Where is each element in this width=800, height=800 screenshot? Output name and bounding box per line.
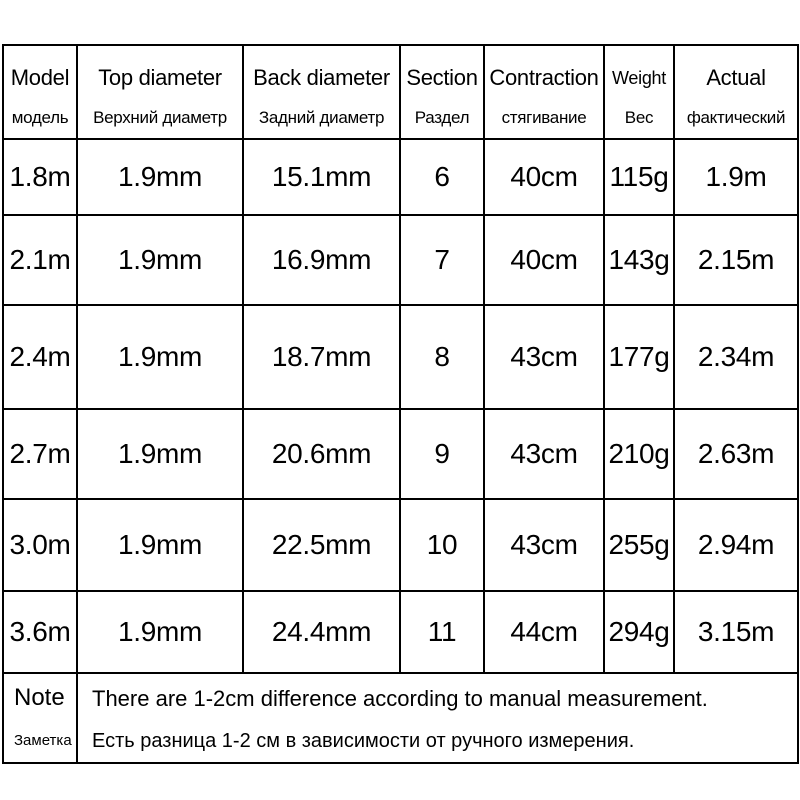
cell-back-diameter: 20.6mm xyxy=(243,409,400,499)
header-cell-model xyxy=(3,45,77,139)
header-cell-actual xyxy=(674,45,798,139)
cell-model: 3.6m xyxy=(3,591,77,673)
note-row xyxy=(3,673,798,763)
note-text-ru: Есть разница 1-2 см в зависимости от ручного измерения. xyxy=(92,730,635,752)
table-row xyxy=(3,591,798,673)
header-label-en: Model xyxy=(10,65,70,90)
cell-model: 1.8m xyxy=(3,139,77,215)
note-label-cell xyxy=(3,673,77,763)
cell-back-diameter: 16.9mm xyxy=(243,215,400,305)
note-label-en: Note xyxy=(14,684,65,711)
cell-model: 3.0m xyxy=(3,499,77,591)
note-text-cell xyxy=(77,673,798,763)
cell-weight: 115g xyxy=(604,139,674,215)
cell-back-diameter: 18.7mm xyxy=(243,305,400,409)
cell-model: 2.1m xyxy=(3,215,77,305)
header-label-en: Top diameter xyxy=(98,65,222,90)
table-row xyxy=(3,215,798,305)
cell-model: 2.7m xyxy=(3,409,77,499)
header-label-ru: Задний диаметр xyxy=(258,108,385,127)
cell-contraction: 43cm xyxy=(484,409,604,499)
header-cell-top-diameter xyxy=(77,45,243,139)
cell-section: 6 xyxy=(400,139,484,215)
note-text-en: There are 1-2cm difference according to manual measurement. xyxy=(92,686,708,711)
header-label-en: Weight xyxy=(612,68,666,88)
table-row xyxy=(3,139,798,215)
spec-table xyxy=(2,44,799,764)
cell-weight: 143g xyxy=(604,215,674,305)
table-row xyxy=(3,499,798,591)
cell-actual: 2.63m xyxy=(674,409,798,499)
header-cell-back-diameter xyxy=(243,45,400,139)
cell-weight: 294g xyxy=(604,591,674,673)
cell-actual: 2.94m xyxy=(674,499,798,591)
table-row xyxy=(3,409,798,499)
cell-top-diameter: 1.9mm xyxy=(77,409,243,499)
cell-section: 9 xyxy=(400,409,484,499)
cell-section: 8 xyxy=(400,305,484,409)
cell-section: 11 xyxy=(400,591,484,673)
table-row xyxy=(3,305,798,409)
cell-contraction: 40cm xyxy=(484,139,604,215)
header-label-ru: стягивание xyxy=(501,108,587,127)
header-label-ru: Вес xyxy=(624,108,654,127)
header-label-en: Section xyxy=(406,65,478,90)
cell-weight: 255g xyxy=(604,499,674,591)
header-cell-section xyxy=(400,45,484,139)
cell-section: 7 xyxy=(400,215,484,305)
cell-contraction: 44cm xyxy=(484,591,604,673)
cell-section: 10 xyxy=(400,499,484,591)
cell-top-diameter: 1.9mm xyxy=(77,591,243,673)
cell-back-diameter: 24.4mm xyxy=(243,591,400,673)
cell-model: 2.4m xyxy=(3,305,77,409)
header-label-en: Contraction xyxy=(489,65,599,90)
cell-top-diameter: 1.9mm xyxy=(77,499,243,591)
note-label-ru: Заметка xyxy=(14,732,72,749)
cell-back-diameter: 22.5mm xyxy=(243,499,400,591)
header-row xyxy=(3,45,798,139)
cell-actual: 1.9m xyxy=(674,139,798,215)
header-label-en: Actual xyxy=(706,65,766,90)
cell-actual: 3.15m xyxy=(674,591,798,673)
cell-actual: 2.34m xyxy=(674,305,798,409)
cell-top-diameter: 1.9mm xyxy=(77,139,243,215)
cell-contraction: 43cm xyxy=(484,499,604,591)
cell-back-diameter: 15.1mm xyxy=(243,139,400,215)
header-label-ru: модель xyxy=(11,108,69,127)
header-label-ru: Верхний диаметр xyxy=(93,108,227,127)
header-cell-contraction xyxy=(484,45,604,139)
cell-contraction: 40cm xyxy=(484,215,604,305)
cell-weight: 177g xyxy=(604,305,674,409)
header-label-ru: фактический xyxy=(686,108,786,127)
cell-weight: 210g xyxy=(604,409,674,499)
header-label-ru: Раздел xyxy=(414,108,470,127)
cell-top-diameter: 1.9mm xyxy=(77,215,243,305)
cell-actual: 2.15m xyxy=(674,215,798,305)
cell-top-diameter: 1.9mm xyxy=(77,305,243,409)
cell-contraction: 43cm xyxy=(484,305,604,409)
header-cell-weight xyxy=(604,45,674,139)
header-label-en: Back diameter xyxy=(253,65,390,90)
